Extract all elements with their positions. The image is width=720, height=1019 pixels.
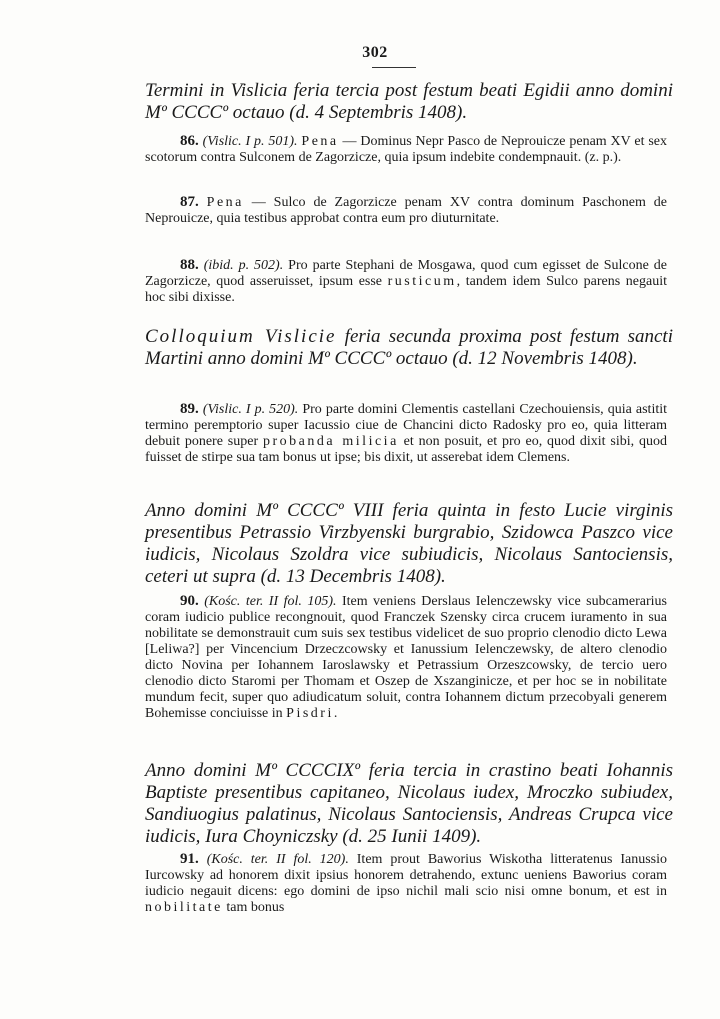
- page-number: 302: [362, 44, 388, 61]
- entry-spaced-word: Pisdri: [286, 706, 334, 721]
- entry-spaced-word: Pena: [206, 195, 244, 210]
- entry-86: [145, 133, 667, 166]
- entry-text: Pro parte Stephani de Mosgawa, quod cum egisset de Sulcone de Zagorzicze, quod asseruisset, ipsum esse: [145, 258, 667, 289]
- entry-source: (Kośc. ter. II fol. 105).: [204, 594, 337, 609]
- section-heading: Termini in Vislicia feria tercia post festum beati Egidii anno domini Mº CCCCº octauo (d. 4 Septembris 1408).: [145, 80, 673, 123]
- section-heading: Anno domini Mº CCCCº VIII feria quinta in festo Lucie virginis presentibus Petrassio Virzbyenski burgrabio, Szidowca Paszco vice iudicis, Nicolaus Szoldra vice subiudicis, Nicolaus Santociensis, ceteri ut supra (d. 13 Decembris 1408).: [145, 500, 673, 587]
- heading-spaced: Colloquium Vislicie: [145, 326, 337, 347]
- section-heading: Anno domini Mº CCCCIXº feria tercia in crastino beati Iohannis Baptiste presentibus capitaneo, Nicolaus iudex, Mroczko subiudex, Sandiuogius palatinus, Nicolaus Santociensis, Andreas Crupca vice iudicis, Iura Choyniczsky (d. 25 Iunii 1409).: [145, 760, 673, 847]
- entry-text-post: , tandem idem Sulco parens negauit hoc sibi dixisse.: [145, 274, 667, 305]
- entry-number: 89.: [180, 401, 199, 417]
- entry-89: [145, 401, 667, 466]
- heading-text: feria secunda proxima post festum sancti Martini anno domini Mº CCCCº octauo (d. 12 Novembris 1408).: [145, 326, 673, 369]
- entry-text: — Dominus Nepr Pasco de Neprouicze penam XV et sex scotorum contra Sulconem de Zagorzicze, quia ipsum indebite condempnauit. (z. p.).: [145, 134, 668, 165]
- entry-spaced-word: rusticum: [387, 274, 457, 289]
- entry-number: 91.: [180, 851, 199, 867]
- page-number-underline: [372, 67, 416, 68]
- entry-spaced-word: Pena: [301, 134, 339, 149]
- entry-number: 86.: [180, 133, 199, 149]
- entry-87: [145, 194, 667, 227]
- entry-text: Item prout Baworius Wiskotha litteratenus Ianussio Iurcowsky ad honorem dixit ipsius honorem detrahendo, extunc ueniens Baworius coram iudicio negauit dicens: ego domini de ipso nichil mali scio nisi omne bonum, et est in: [145, 852, 667, 899]
- entry-91: [145, 851, 667, 916]
- entry-number: 88.: [180, 257, 199, 273]
- entry-88: [145, 257, 667, 306]
- entry-text: Pro parte domini Clementis castellani Czechouiensis, quia astitit termino peremptorio super Iacussio ciue de Chancini dicto Radosky pro eo, quia litteram debuit ponere super: [145, 402, 667, 449]
- entry-90: [145, 593, 667, 722]
- entry-number: 90.: [180, 593, 199, 609]
- entry-source: (ibid. p. 502).: [203, 258, 284, 273]
- entry-spaced-word: nobilitate: [145, 900, 223, 915]
- entry-text-post: tam bonus: [222, 900, 285, 915]
- entry-text-post: et non posuit, et pro eo, quod dixit sibi, quod fuisset de stirpe sua tam bonus ut ipse; bis dixit, ut asserebat idem Clemens.: [145, 434, 667, 465]
- entry-number: 87.: [180, 194, 199, 210]
- entry-text-post: .: [333, 706, 338, 721]
- entry-source: (Vislic. I p. 520).: [202, 402, 299, 417]
- entry-source: (Kośc. ter. II fol. 120).: [206, 852, 349, 867]
- section-heading: [145, 326, 673, 370]
- entry-spaced-word: probanda milicia: [262, 434, 399, 449]
- entry-text: — Sulco de Zagorzicze penam XV contra dominum Paschonem de Neprouicze, quia testibus approbat contra eum pro diuturnitate.: [145, 195, 667, 226]
- entry-text: Item veniens Derslaus Ielenczewsky vice subcamerarius coram iudicio publice recongnouit, quod Franczek Szensky circa crucem iuramento in sua nobilitate se demonstrauit cum suis sex testibus videlicet de suo proprio clenodio dicto Lewa [Leliwa?] per Vincencium Drzeczcowsky et Ianussium Ielenczewsky, de altero clenodio dicto Novina per Iohannem Iaroslawsky et Petrassium Orzeszcowsky, de tercio uero clenodio dicto Staromi per Thomam et Oszep de Xszanginicze, et per hoc se in nobilitate mundum fecit, super quo adiudicatum soluit, contra Iohannem dictum przecobyali generem Bohemisse conciuisse in: [145, 594, 667, 721]
- entry-source: (Vislic. I p. 501).: [202, 134, 298, 149]
